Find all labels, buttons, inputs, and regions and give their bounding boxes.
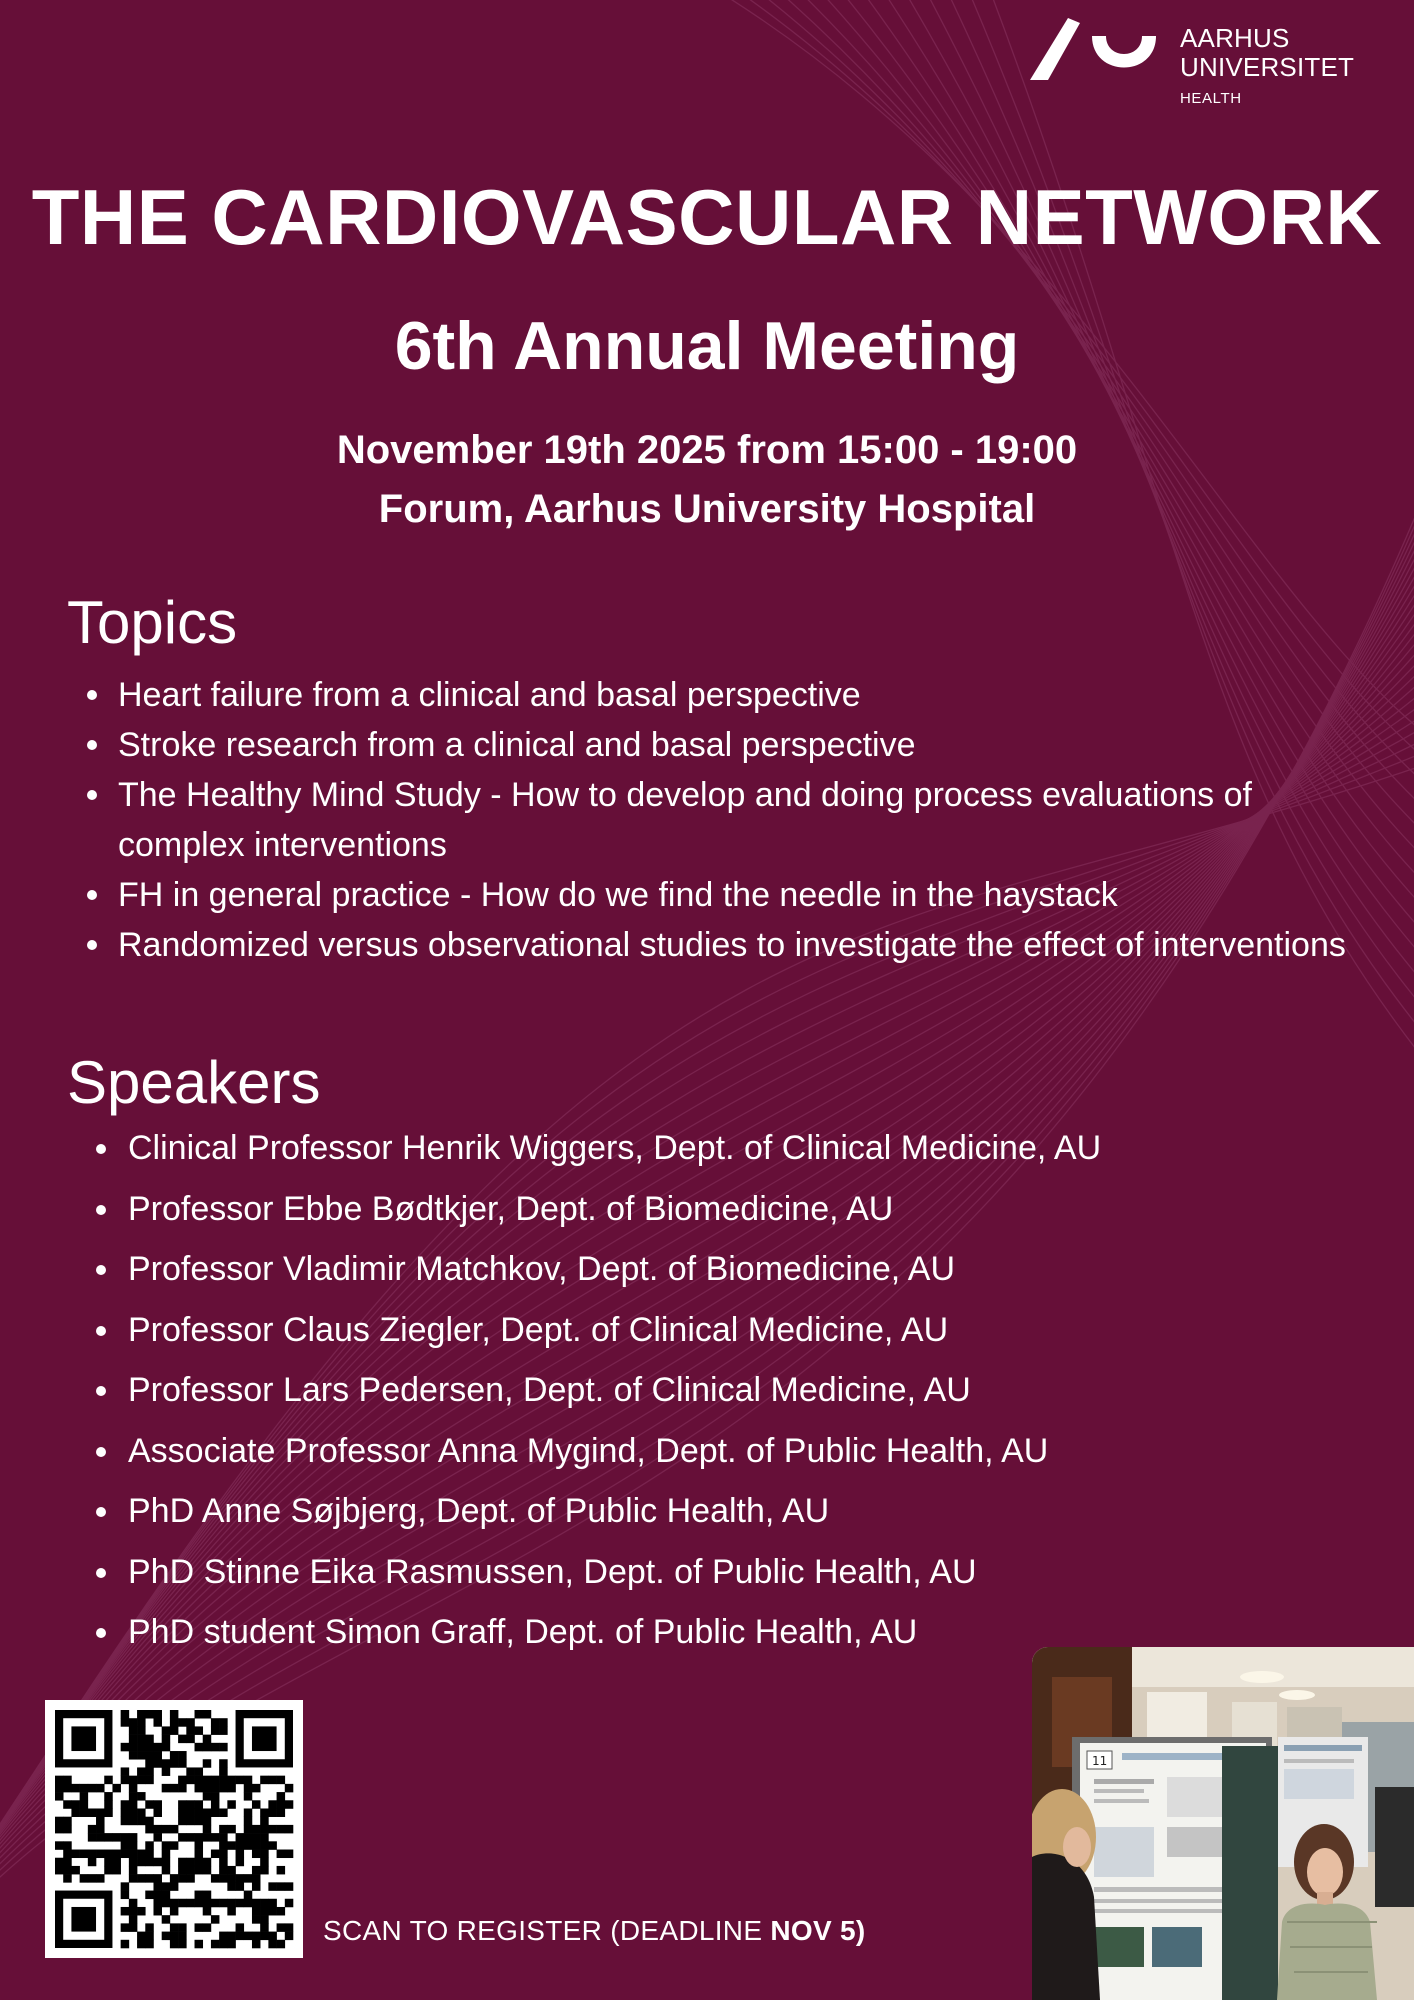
event-venue: Forum, Aarhus University Hospital — [378, 487, 1036, 531]
qr-code-icon — [45, 1700, 303, 1958]
registration-qr-code[interactable] — [45, 1700, 303, 1958]
speaker-item: Clinical Professor Henrik Wiggers, Dept. of Clinical Medicine, AU — [128, 1118, 1348, 1179]
event-title: THE CARDIOVASCULAR NETWORK — [31, 173, 1383, 261]
speaker-item: Professor Vladimir Matchkov, Dept. of Biomedicine, AU — [128, 1239, 1348, 1300]
speaker-item: Professor Claus Ziegler, Dept. of Clinical Medicine, AU — [128, 1300, 1348, 1361]
speaker-item: PhD Stinne Eika Rasmussen, Dept. of Public Health, AU — [128, 1542, 1348, 1603]
logo-faculty: HEALTH — [1180, 90, 1242, 107]
speakers-heading: Speakers — [67, 1049, 321, 1116]
topic-item: The Healthy Mind Study - How to develop and doing process evaluations of complex interventions — [118, 770, 1368, 870]
speaker-item: Associate Professor Anna Mygind, Dept. of Public Health, AU — [128, 1421, 1348, 1482]
event-date-time: November 19th 2025 from 15:00 - 19:00 — [336, 428, 1078, 472]
aarhus-university-logo — [1030, 18, 1360, 113]
speaker-item: Professor Lars Pedersen, Dept. of Clinical Medicine, AU — [128, 1360, 1348, 1421]
topics-list — [118, 670, 1368, 970]
poster-session-photo-illustration — [1032, 1647, 1414, 2000]
topic-item: Stroke research from a clinical and basal perspective — [118, 720, 1368, 770]
speaker-item: PhD Anne Søjbjerg, Dept. of Public Health, AU — [128, 1481, 1348, 1542]
event-photo — [1032, 1647, 1414, 2000]
speaker-item: Professor Ebbe Bødtkjer, Dept. of Biomedicine, AU — [128, 1179, 1348, 1240]
speaker-item: PhD student Simon Graff, Dept. of Public Health, AU — [128, 1602, 1348, 1663]
scan-to-register-text — [323, 1915, 866, 1947]
topics-heading: Topics — [67, 589, 238, 656]
logo-name-line1: AARHUS — [1180, 23, 1290, 53]
registration-deadline: NOV 5) — [770, 1915, 866, 1946]
topic-item: Heart failure from a clinical and basal perspective — [118, 670, 1368, 720]
logo-name-line2: UNIVERSITET — [1180, 52, 1355, 82]
topic-item: FH in general practice - How do we find the needle in the haystack — [118, 870, 1368, 920]
poster-number: 11 — [1092, 1754, 1108, 1768]
topic-item: Randomized versus observational studies to investigate the effect of interventions — [118, 920, 1368, 970]
speakers-list — [128, 1118, 1348, 1663]
logo-wordmark — [1180, 24, 1354, 82]
scan-instruction: SCAN TO REGISTER (DEADLINE — [323, 1915, 771, 1946]
event-subtitle: 6th Annual Meeting — [394, 308, 1020, 384]
au-logo-icon — [1030, 18, 1160, 88]
